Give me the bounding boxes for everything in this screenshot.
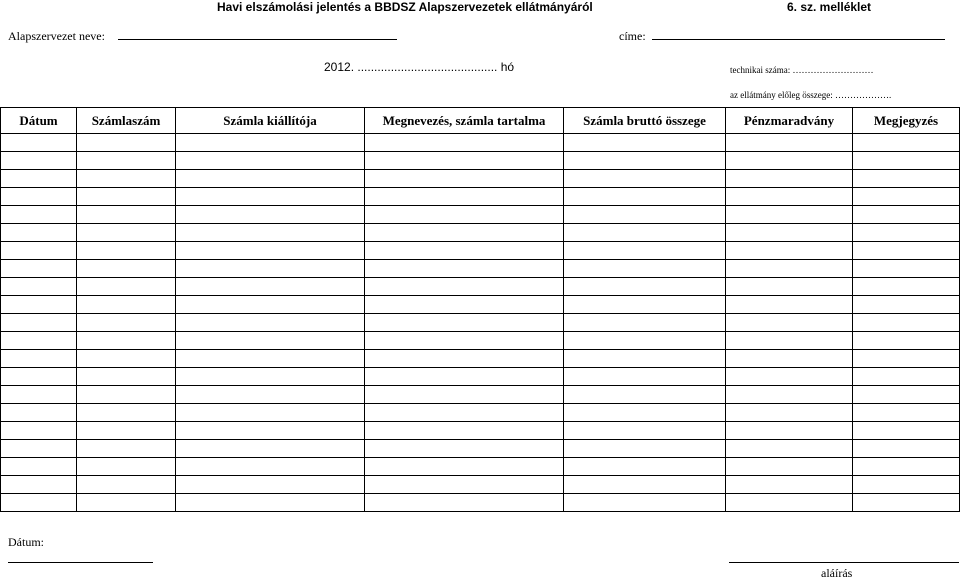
table-cell[interactable] xyxy=(1,134,77,152)
table-cell[interactable] xyxy=(853,332,960,350)
org-name-field[interactable] xyxy=(118,39,397,40)
table-cell[interactable] xyxy=(853,134,960,152)
table-header-row xyxy=(1,108,960,134)
table-cell[interactable] xyxy=(853,368,960,386)
ledger-table xyxy=(0,107,960,512)
signature-label: aláírás xyxy=(821,566,853,580)
table-cell[interactable] xyxy=(176,170,365,188)
table-cell[interactable] xyxy=(77,476,176,494)
column-header-cash-balance: Pénzmaradvány xyxy=(726,108,853,134)
table-cell[interactable] xyxy=(726,404,853,422)
table-row xyxy=(1,170,960,188)
table-cell[interactable] xyxy=(176,476,365,494)
column-header-invoice-number: Számlaszám xyxy=(77,108,176,134)
table-cell[interactable] xyxy=(77,350,176,368)
table-cell[interactable] xyxy=(853,386,960,404)
table-row xyxy=(1,152,960,170)
table-row xyxy=(1,368,960,386)
table-cell[interactable] xyxy=(853,422,960,440)
table-cell[interactable] xyxy=(726,350,853,368)
table-cell[interactable] xyxy=(564,332,726,350)
table-cell[interactable] xyxy=(1,242,77,260)
table-cell[interactable] xyxy=(564,278,726,296)
table-cell[interactable] xyxy=(853,278,960,296)
table-cell[interactable] xyxy=(853,206,960,224)
table-cell[interactable] xyxy=(1,188,77,206)
table-row xyxy=(1,206,960,224)
table-cell[interactable] xyxy=(726,206,853,224)
table-row xyxy=(1,224,960,242)
column-header-gross-amount: Számla bruttó összege xyxy=(564,108,726,134)
table-row xyxy=(1,242,960,260)
table-row xyxy=(1,332,960,350)
table-cell[interactable] xyxy=(564,386,726,404)
table-cell[interactable] xyxy=(564,242,726,260)
table-cell[interactable] xyxy=(726,152,853,170)
table-cell[interactable] xyxy=(77,368,176,386)
org-name-label: Alapszervezet neve: xyxy=(8,29,105,43)
table-cell[interactable] xyxy=(77,278,176,296)
table-cell[interactable] xyxy=(1,314,77,332)
table-row xyxy=(1,476,960,494)
table-cell[interactable] xyxy=(365,350,564,368)
table-cell[interactable] xyxy=(1,224,77,242)
table-cell[interactable] xyxy=(564,170,726,188)
table-cell[interactable] xyxy=(77,242,176,260)
signature-field[interactable] xyxy=(729,562,959,563)
table-cell[interactable] xyxy=(1,476,77,494)
table-cell[interactable] xyxy=(564,134,726,152)
year-month-field[interactable]: 2012. .......................................... hó xyxy=(324,60,515,74)
table-cell[interactable] xyxy=(1,350,77,368)
table-cell[interactable] xyxy=(77,134,176,152)
table-cell[interactable] xyxy=(365,206,564,224)
table-row xyxy=(1,296,960,314)
table-cell[interactable] xyxy=(1,170,77,188)
table-cell[interactable] xyxy=(853,314,960,332)
table-row xyxy=(1,458,960,476)
table-cell[interactable] xyxy=(726,494,853,512)
table-cell[interactable] xyxy=(176,440,365,458)
table-cell[interactable] xyxy=(853,440,960,458)
table-cell[interactable] xyxy=(726,368,853,386)
address-label: címe: xyxy=(619,29,646,43)
table-cell[interactable] xyxy=(726,296,853,314)
table-cell[interactable] xyxy=(726,386,853,404)
table-cell[interactable] xyxy=(564,206,726,224)
table-cell[interactable] xyxy=(564,350,726,368)
table-cell[interactable] xyxy=(176,314,365,332)
table-cell[interactable] xyxy=(726,188,853,206)
table-row xyxy=(1,134,960,152)
table-row xyxy=(1,440,960,458)
table-cell[interactable] xyxy=(176,332,365,350)
table-cell[interactable] xyxy=(564,296,726,314)
column-header-remarks: Megjegyzés xyxy=(853,108,960,134)
table-cell[interactable] xyxy=(564,422,726,440)
table-cell[interactable] xyxy=(1,260,77,278)
table-cell[interactable] xyxy=(77,422,176,440)
table-cell[interactable] xyxy=(365,170,564,188)
table-row xyxy=(1,260,960,278)
table-cell[interactable] xyxy=(726,458,853,476)
table-cell[interactable] xyxy=(77,296,176,314)
table-cell[interactable] xyxy=(365,422,564,440)
table-cell[interactable] xyxy=(853,242,960,260)
table-cell[interactable] xyxy=(1,440,77,458)
table-cell[interactable] xyxy=(176,260,365,278)
column-header-invoice-issuer: Számla kiállítója xyxy=(176,108,365,134)
table-cell[interactable] xyxy=(365,368,564,386)
table-row xyxy=(1,404,960,422)
table-cell[interactable] xyxy=(853,260,960,278)
table-cell[interactable] xyxy=(853,350,960,368)
table-cell[interactable] xyxy=(726,422,853,440)
table-cell[interactable] xyxy=(77,458,176,476)
table-cell[interactable] xyxy=(176,242,365,260)
table-cell[interactable] xyxy=(365,260,564,278)
table-cell[interactable] xyxy=(176,404,365,422)
table-cell[interactable] xyxy=(1,422,77,440)
table-cell[interactable] xyxy=(176,206,365,224)
table-row xyxy=(1,386,960,404)
table-cell[interactable] xyxy=(564,458,726,476)
table-cell[interactable] xyxy=(564,404,726,422)
page-title: Havi elszámolási jelentés a BBDSZ Alapszervezetek ellátmányáról xyxy=(217,0,593,14)
table-cell[interactable] xyxy=(1,404,77,422)
table-cell[interactable] xyxy=(1,368,77,386)
table-cell[interactable] xyxy=(726,134,853,152)
table-cell[interactable] xyxy=(853,494,960,512)
address-field[interactable] xyxy=(652,39,945,40)
table-cell[interactable] xyxy=(853,152,960,170)
table-cell[interactable] xyxy=(853,458,960,476)
table-row xyxy=(1,422,960,440)
column-header-date: Dátum xyxy=(1,108,77,134)
table-row xyxy=(1,188,960,206)
date-field[interactable] xyxy=(8,562,153,563)
table-cell[interactable] xyxy=(726,332,853,350)
table-cell[interactable] xyxy=(365,224,564,242)
advance-amount-label[interactable]: az ellátmány előleg összege: ………………. xyxy=(730,90,892,100)
table-cell[interactable] xyxy=(726,476,853,494)
table-cell[interactable] xyxy=(176,386,365,404)
annex-label: 6. sz. melléklet xyxy=(787,0,872,14)
table-cell[interactable] xyxy=(365,404,564,422)
table-cell[interactable] xyxy=(726,278,853,296)
table-cell[interactable] xyxy=(853,404,960,422)
table-cell[interactable] xyxy=(726,242,853,260)
table-cell[interactable] xyxy=(564,494,726,512)
table-cell[interactable] xyxy=(853,188,960,206)
table-cell[interactable] xyxy=(853,296,960,314)
table-cell[interactable] xyxy=(853,170,960,188)
table-cell[interactable] xyxy=(176,152,365,170)
table-cell[interactable] xyxy=(365,476,564,494)
table-cell[interactable] xyxy=(77,152,176,170)
table-cell[interactable] xyxy=(564,152,726,170)
table-cell[interactable] xyxy=(1,332,77,350)
table-cell[interactable] xyxy=(176,134,365,152)
table-cell[interactable] xyxy=(564,314,726,332)
table-cell[interactable] xyxy=(1,494,77,512)
table-cell[interactable] xyxy=(365,296,564,314)
table-cell[interactable] xyxy=(564,188,726,206)
table-cell[interactable] xyxy=(176,224,365,242)
table-cell[interactable] xyxy=(1,386,77,404)
table-cell[interactable] xyxy=(77,224,176,242)
table-cell[interactable] xyxy=(77,188,176,206)
tech-number-label[interactable]: technikai száma: ……………………… xyxy=(730,65,874,75)
table-cell[interactable] xyxy=(564,476,726,494)
table-cell[interactable] xyxy=(1,296,77,314)
table-cell[interactable] xyxy=(176,296,365,314)
table-cell[interactable] xyxy=(176,458,365,476)
table-cell[interactable] xyxy=(726,224,853,242)
table-cell[interactable] xyxy=(365,134,564,152)
table-row xyxy=(1,350,960,368)
table-cell[interactable] xyxy=(77,206,176,224)
table-cell[interactable] xyxy=(77,332,176,350)
table-cell[interactable] xyxy=(365,152,564,170)
table-cell[interactable] xyxy=(176,350,365,368)
table-cell[interactable] xyxy=(176,368,365,386)
table-cell[interactable] xyxy=(365,386,564,404)
table-cell[interactable] xyxy=(1,458,77,476)
table-cell[interactable] xyxy=(176,188,365,206)
table-cell[interactable] xyxy=(564,260,726,278)
table-cell[interactable] xyxy=(726,260,853,278)
table-cell[interactable] xyxy=(77,260,176,278)
table-cell[interactable] xyxy=(564,224,726,242)
table-cell[interactable] xyxy=(365,278,564,296)
table-cell[interactable] xyxy=(77,170,176,188)
table-cell[interactable] xyxy=(1,278,77,296)
date-label: Dátum: xyxy=(8,535,44,549)
table-cell[interactable] xyxy=(365,242,564,260)
table-cell[interactable] xyxy=(564,440,726,458)
table-cell[interactable] xyxy=(77,494,176,512)
table-cell[interactable] xyxy=(853,476,960,494)
table-cell[interactable] xyxy=(365,494,564,512)
table-row xyxy=(1,494,960,512)
table-cell[interactable] xyxy=(176,422,365,440)
table-cell[interactable] xyxy=(77,314,176,332)
table-cell[interactable] xyxy=(564,368,726,386)
table-cell[interactable] xyxy=(726,314,853,332)
table-cell[interactable] xyxy=(77,404,176,422)
table-cell[interactable] xyxy=(853,224,960,242)
table-cell[interactable] xyxy=(176,278,365,296)
table-row xyxy=(1,278,960,296)
table-cell[interactable] xyxy=(77,440,176,458)
table-cell[interactable] xyxy=(1,206,77,224)
table-cell[interactable] xyxy=(176,494,365,512)
table-row xyxy=(1,314,960,332)
table-cell[interactable] xyxy=(1,152,77,170)
table-cell[interactable] xyxy=(365,188,564,206)
table-cell[interactable] xyxy=(365,314,564,332)
table-cell[interactable] xyxy=(365,458,564,476)
column-header-description: Megnevezés, számla tartalma xyxy=(365,108,564,134)
table-cell[interactable] xyxy=(726,170,853,188)
table-cell[interactable] xyxy=(365,332,564,350)
table-cell[interactable] xyxy=(365,440,564,458)
table-cell[interactable] xyxy=(726,440,853,458)
table-cell[interactable] xyxy=(77,386,176,404)
